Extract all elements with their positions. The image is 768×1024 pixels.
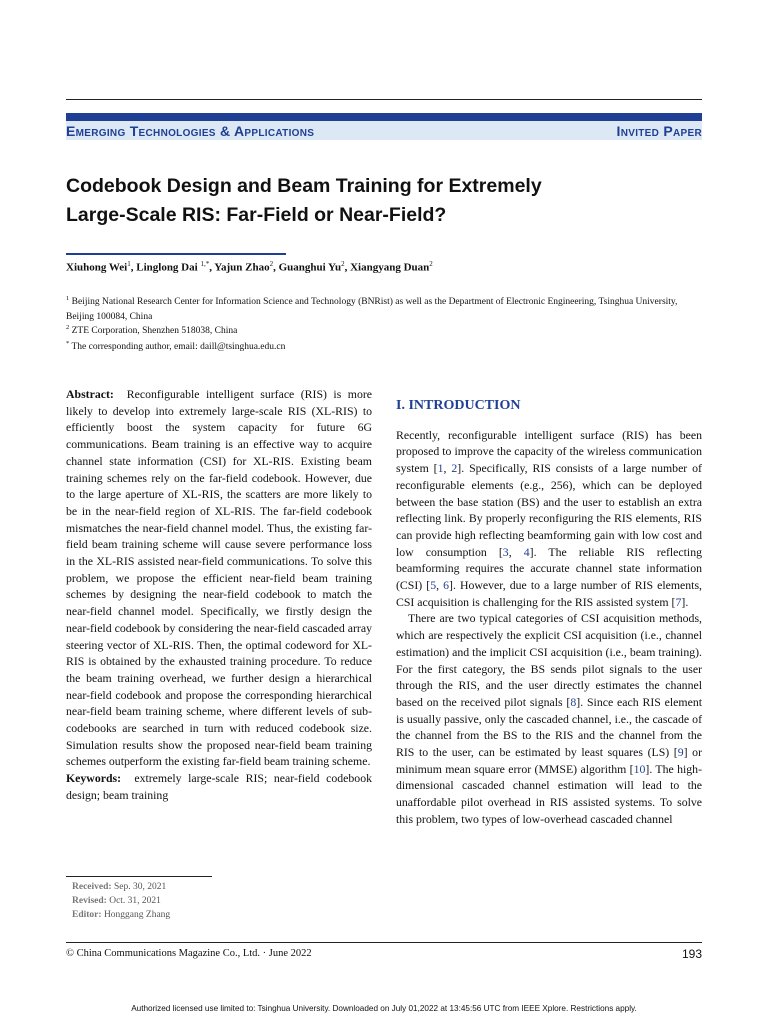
text-run: , [443,461,452,476]
affiliation-sup: * [66,340,70,347]
author-list: Xiuhong Wei$^1$, Linglong Dai $^{1,*}$, Yajun Zhao$^2$, Guanghui Yu$^2$, Xiangyang Duan$^2$ [66,260,433,274]
title-line-2: Large-Scale RIS: Far-Field or Near-Field? [66,204,447,226]
affiliation-sup: 2 [66,324,70,331]
received-rule [66,876,212,877]
received-info [72,880,170,922]
keywords-label: Keywords: [66,771,122,786]
editor-name: Honggang Zhang [103,910,171,920]
intro-paragraph-1 [396,427,702,611]
text-run: ]. Specifically, RIS consists of a large number of reconfigurable elements (e.g., 256), which can be deployed between the base station (BS) and the user to establish an extra reflecting link. By properly reconfiguring the RIS elements, RIS can provide high reflecting beamforming gain with low cost and low consumption [ [396,461,702,559]
received-date: Sep. 30, 2021 [113,882,167,892]
text-run: ] or minimum mean square error (MMSE) algorithm [ [396,745,702,776]
text-run: ]. The high-dimensional cascaded channel estimation will lead to the unaffordable pilot overhead in RIS assisted systems. To solve this problem, two types of low-overhead cascaded channel [396,761,703,826]
affiliation-sup: 1 [66,295,70,302]
citation-link[interactable]: 10 [633,761,646,776]
text-run: ]. Since each RIS element is usually passive, only the cascaded channel, i.e., the cascade of the channel from the BS to the RIS and the channel from the RIS to the user, can be estimated by least squares (LS) [ [396,694,702,760]
title-rule [66,253,286,255]
affiliation-2 [66,321,686,339]
text-run: ]. However, due to a large number of RIS elements, CSI acquisition is challenging for the RIS assisted system [ [396,578,703,609]
text-run: Recently, reconfigurable intelligent surface (RIS) has been proposed to improve the capacity of the wireless communication system [ [396,427,702,476]
citation-link[interactable]: 7 [675,594,682,609]
affiliation-text: The corresponding author, email: daill@tsinghua.edu.cn [71,342,286,353]
citation-link[interactable]: 1 [437,461,444,476]
text-run: ]. The reliable RIS reflecting beamforming requires the accurate channel state information (CSI) [ [396,544,702,593]
citation-link[interactable]: 4 [523,544,530,559]
revised-date: Oct. 31, 2021 [109,896,161,906]
citation-link[interactable]: 3 [502,544,509,559]
header-band-dark [66,113,702,121]
received-label: Received: [72,882,112,892]
author-sup: 2 [429,260,433,268]
citation-link[interactable]: 5 [430,578,437,593]
author-sup: 2 [269,260,274,268]
affiliation-3 [66,337,686,355]
text-run: , [436,578,444,593]
affiliation-text: Beijing National Research Center for Information Science and Technology (BNRist) as well as the Department of Electronic Engineering, Tsinghua University, Beijing 100084, China [66,297,678,322]
abstract-label: Abstract: [66,387,114,401]
keywords-text: extremely large-scale RIS; near-field codebook design; beam training [66,771,373,802]
paper-title [66,172,686,230]
footer-copyright: © China Communications Magazine Co., Ltd. · June 2022 [66,948,312,959]
section-heading: I. INTRODUCTION [396,398,521,413]
paper-type-label: Invited Paper [616,123,702,139]
author-name: Xiuhong Wei [66,261,128,274]
footer-rule [66,942,702,943]
keywords [66,770,372,803]
author-sup: 1 [127,260,131,268]
section-label: Emerging Technologies & Applications [66,123,315,139]
abstract-text: Reconfigurable intelligent surface (RIS) is more likely to develop into extremely large-scale RIS (XL-RIS) to efficiently boost the system capacity for future 6G communications. Beam training is an effective way to acquire channel state information (CSI) for XL-RIS. Existing beam training schemes rely on the far-field codebook. However, due to the large aperture of XL-RIS, the scatters are more likely to be in the near-field region of XL-RIS. The far-field codebook mismatches the near-field channel model. Thus, the existing far-field beam training scheme will cause severe performance loss in the XL-RIS assisted near-field communications. To solve this problem, we propose the efficient near-field beam training schemes by designing the near-field codebook to match the near-field channel model. Specifically, we firstly design the near-field codebook by considering the near-field cascaded array steering vector of XL-RIS. Then, the optimal codeword for XL-RIS is obtained by the exhausted training procedure. To reduce the beam training overhead, we further design a hierarchical near-field codebook and propose the corresponding hierarchical near-field beam training scheme, where different levels of sub-codebooks are searched in turn with reduced codebook size. Simulation results show the proposed near-field beam training schemes outperform the existing far-field beam training scheme. [66,387,373,769]
author-sup: 1,* [200,260,210,268]
citation-link[interactable]: 6 [443,578,450,593]
left-column [66,386,372,804]
author-name: Xiangyang Duan [350,261,430,274]
text-run: , [508,544,524,559]
right-column [396,386,702,828]
received-line [72,880,170,894]
author-name: Yajun Zhao [214,261,270,274]
editor-line [72,908,170,922]
author-name: Guanghui Yu [278,261,342,274]
page-number: 193 [681,947,702,961]
abstract [66,386,372,770]
citation-link[interactable]: 2 [451,461,458,476]
revised-label: Revised: [72,896,107,906]
license-notice: Authorized licensed use limited to: Tsinghua University. Downloaded on July 01,2022 at 13:45:56 UTC from IEEE Xplore. Restrictions apply. [131,1004,637,1013]
title-line-1: Codebook Design and Beam Training for Extremely [66,175,542,197]
citation-link[interactable]: 8 [570,694,577,709]
revised-line [72,894,170,908]
author-name: Linglong Dai [136,261,198,274]
author-sup: 2 [341,260,345,268]
affiliation-1 [66,292,686,324]
citation-link[interactable]: 9 [677,745,684,760]
editor-label: Editor: [72,910,102,920]
affiliation-text: ZTE Corporation, Shenzhen 518038, China [71,326,238,337]
top-rule [66,99,702,100]
intro-paragraph-2 [396,610,702,827]
text-run: ]. [681,594,689,609]
text-run: There are two typical categories of CSI acquisition methods, which are respectively the explicit CSI acquisition (i.e., channel estimation) and the implicit CSI acquisition (i.e., beam training). For the first category, the BS sends pilot signals to the user through the RIS, and the user directly estimates the channel based on the received pilot signals [ [396,611,702,709]
